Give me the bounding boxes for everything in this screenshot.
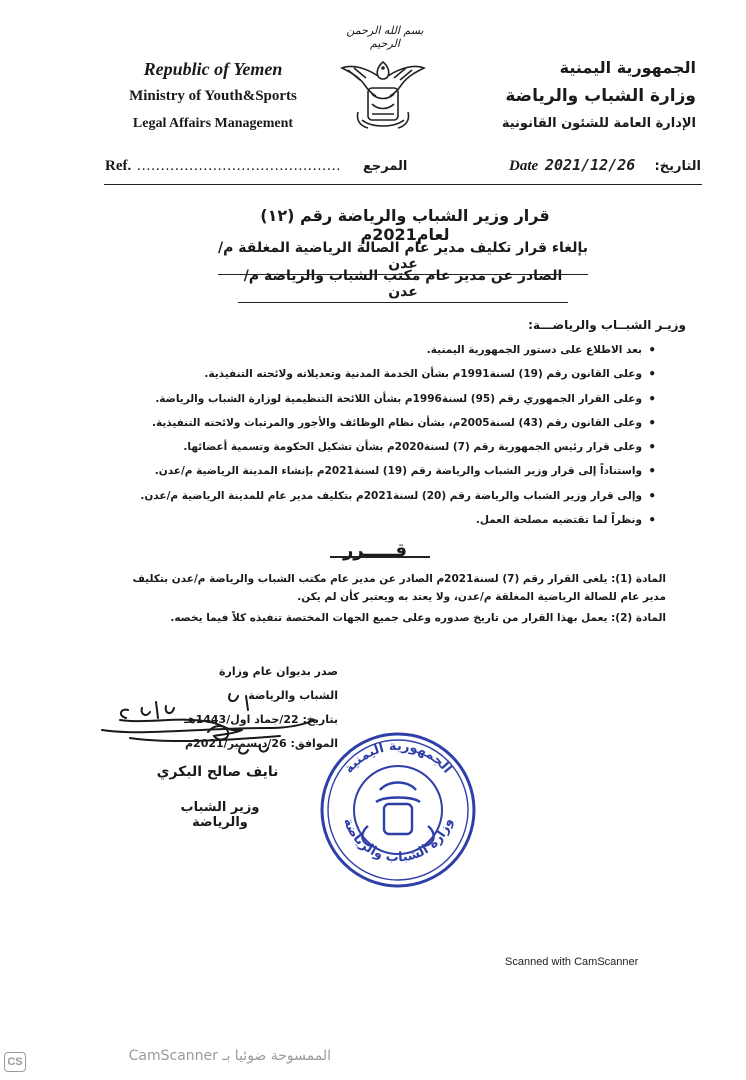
list-item: • وعلى القرار الجمهوري رقم (95) لسنة1996م بشأن اللائحة التنظيمية لوزارة الشباب والرياضة.	[136, 387, 656, 411]
ref-label-arabic: المرجع	[363, 159, 408, 174]
list-item: • وعلى القانون رقم (19) لسنة1991م بشأن الخدمة المدنية وتعديلاته ولائحته التنفيذية.	[136, 362, 656, 386]
decided-heading: قـــــرر	[342, 540, 408, 561]
official-stamp-icon	[318, 730, 478, 890]
camscanner-logo-icon: CS	[4, 1052, 26, 1072]
header-en-country: Republic of Yemen	[143, 59, 283, 79]
list-item: • وعلى قرار رئيس الجمهورية رقم (7) لسنة2020م بشأن تشكيل الحكومة وتسمية أعضائها.	[136, 435, 656, 459]
article-1-continued: مدير عام للصالة الرياضية المغلقة م/عدن، ولا يعتد به ويعتبر كأن لم يكن.	[297, 591, 666, 603]
ref-label: Ref.	[105, 158, 132, 174]
scanner-footer-text: الممسوحة ضوئيا بـ CamScanner	[128, 1048, 331, 1064]
list-item: • وعلى القانون رقم (43) لسنة2005م، بشأن نظام الوظائف والأجور والمرتبات ولائحته التنفيذية.	[136, 411, 656, 435]
svg-text:وزارة الشباب والرياضة: وزارة الشباب والرياضة	[340, 816, 456, 866]
list-item: • ونظراً لما تقتضيه مصلحة العمل.	[136, 508, 656, 532]
article-1: المادة (1): يلغى القرار رقم (7) لسنة2021م الصادر عن مدير عام مكتب الشباب والرياضة م/عدن بتكليف	[132, 573, 666, 585]
header-en-ministry: Ministry of Youth&Sports	[129, 88, 297, 104]
date-label-arabic: التاريخ:	[654, 159, 701, 174]
scanner-footer	[0, 1046, 746, 1080]
ref-dots: ...........................................	[137, 158, 342, 174]
signatory-title: وزير الشباب والرياضة	[180, 800, 260, 830]
date-value: 2021/12/26	[545, 156, 636, 174]
header-arabic	[496, 54, 696, 138]
list-item: • بعد الاطلاع على دستور الجمهورية اليمنية.	[136, 338, 656, 362]
date-label: Date	[509, 158, 539, 174]
header-ar-department: الإدارة العامة للشئون القانونية	[501, 116, 696, 131]
recitals-list	[136, 338, 656, 532]
list-item: • وإلى قرار وزير الشباب والرياضة رقم (20) لسنة2021م بتكليف مدير عام للمدينة الرياضية م/عدن.	[136, 484, 656, 508]
decision-subject-issuer: الصادر عن مدير عام مكتب الشباب والرياضة م/عدن	[238, 268, 568, 303]
header-ar-ministry: وزارة الشباب والرياضة	[505, 86, 696, 106]
reference-row	[105, 158, 705, 182]
scanned-watermark: Scanned with CamScanner	[505, 956, 639, 968]
yemen-eagle-emblem-icon	[338, 54, 428, 134]
articles-block	[131, 570, 666, 627]
article-2: المادة (2): يعمل بهذا القرار من تاريخ صدوره وعلى جميع الجهات المختصة تنفيذه كلاً فيما يخصه.	[170, 612, 666, 624]
basmala: بسم الله الرحمن الرحيم	[346, 24, 424, 50]
decision-subject: بإلغاء قرار تكليف مدير عام الصالة الرياضية المغلقة م/عدن	[218, 240, 588, 275]
decision-title: قرار وزير الشباب والرياضة رقم (١٢) لعام2021م	[260, 206, 550, 244]
issued-hijri-date: بتاريخ: 22/جماد اول/1443هـ	[184, 713, 338, 726]
header-divider	[104, 184, 702, 185]
header-ar-country: الجمهورية اليمنية	[559, 58, 696, 77]
decided-underline	[330, 556, 430, 558]
svg-text:الجمهورية اليمنية: الجمهورية اليمنية	[341, 738, 455, 777]
list-item: • واستناداً إلى قرار وزير الشباب والرياضة رقم (19) لسنة2021م بإنشاء المدينة الرياضية م/عدن.	[136, 459, 656, 483]
issued-gregorian-date: الموافق: 26/ديسمبر/2021م	[184, 737, 338, 750]
issued-place: صدر بديوان عام وزارة الشباب والرياضة	[219, 665, 338, 702]
header-en-department: Legal Affairs Management	[132, 116, 294, 131]
minister-heading: وزيـر الشبــاب والرياضـــة:	[528, 318, 686, 332]
header-english	[108, 56, 318, 137]
signatory-name: نايف صالح البكري	[156, 764, 279, 780]
